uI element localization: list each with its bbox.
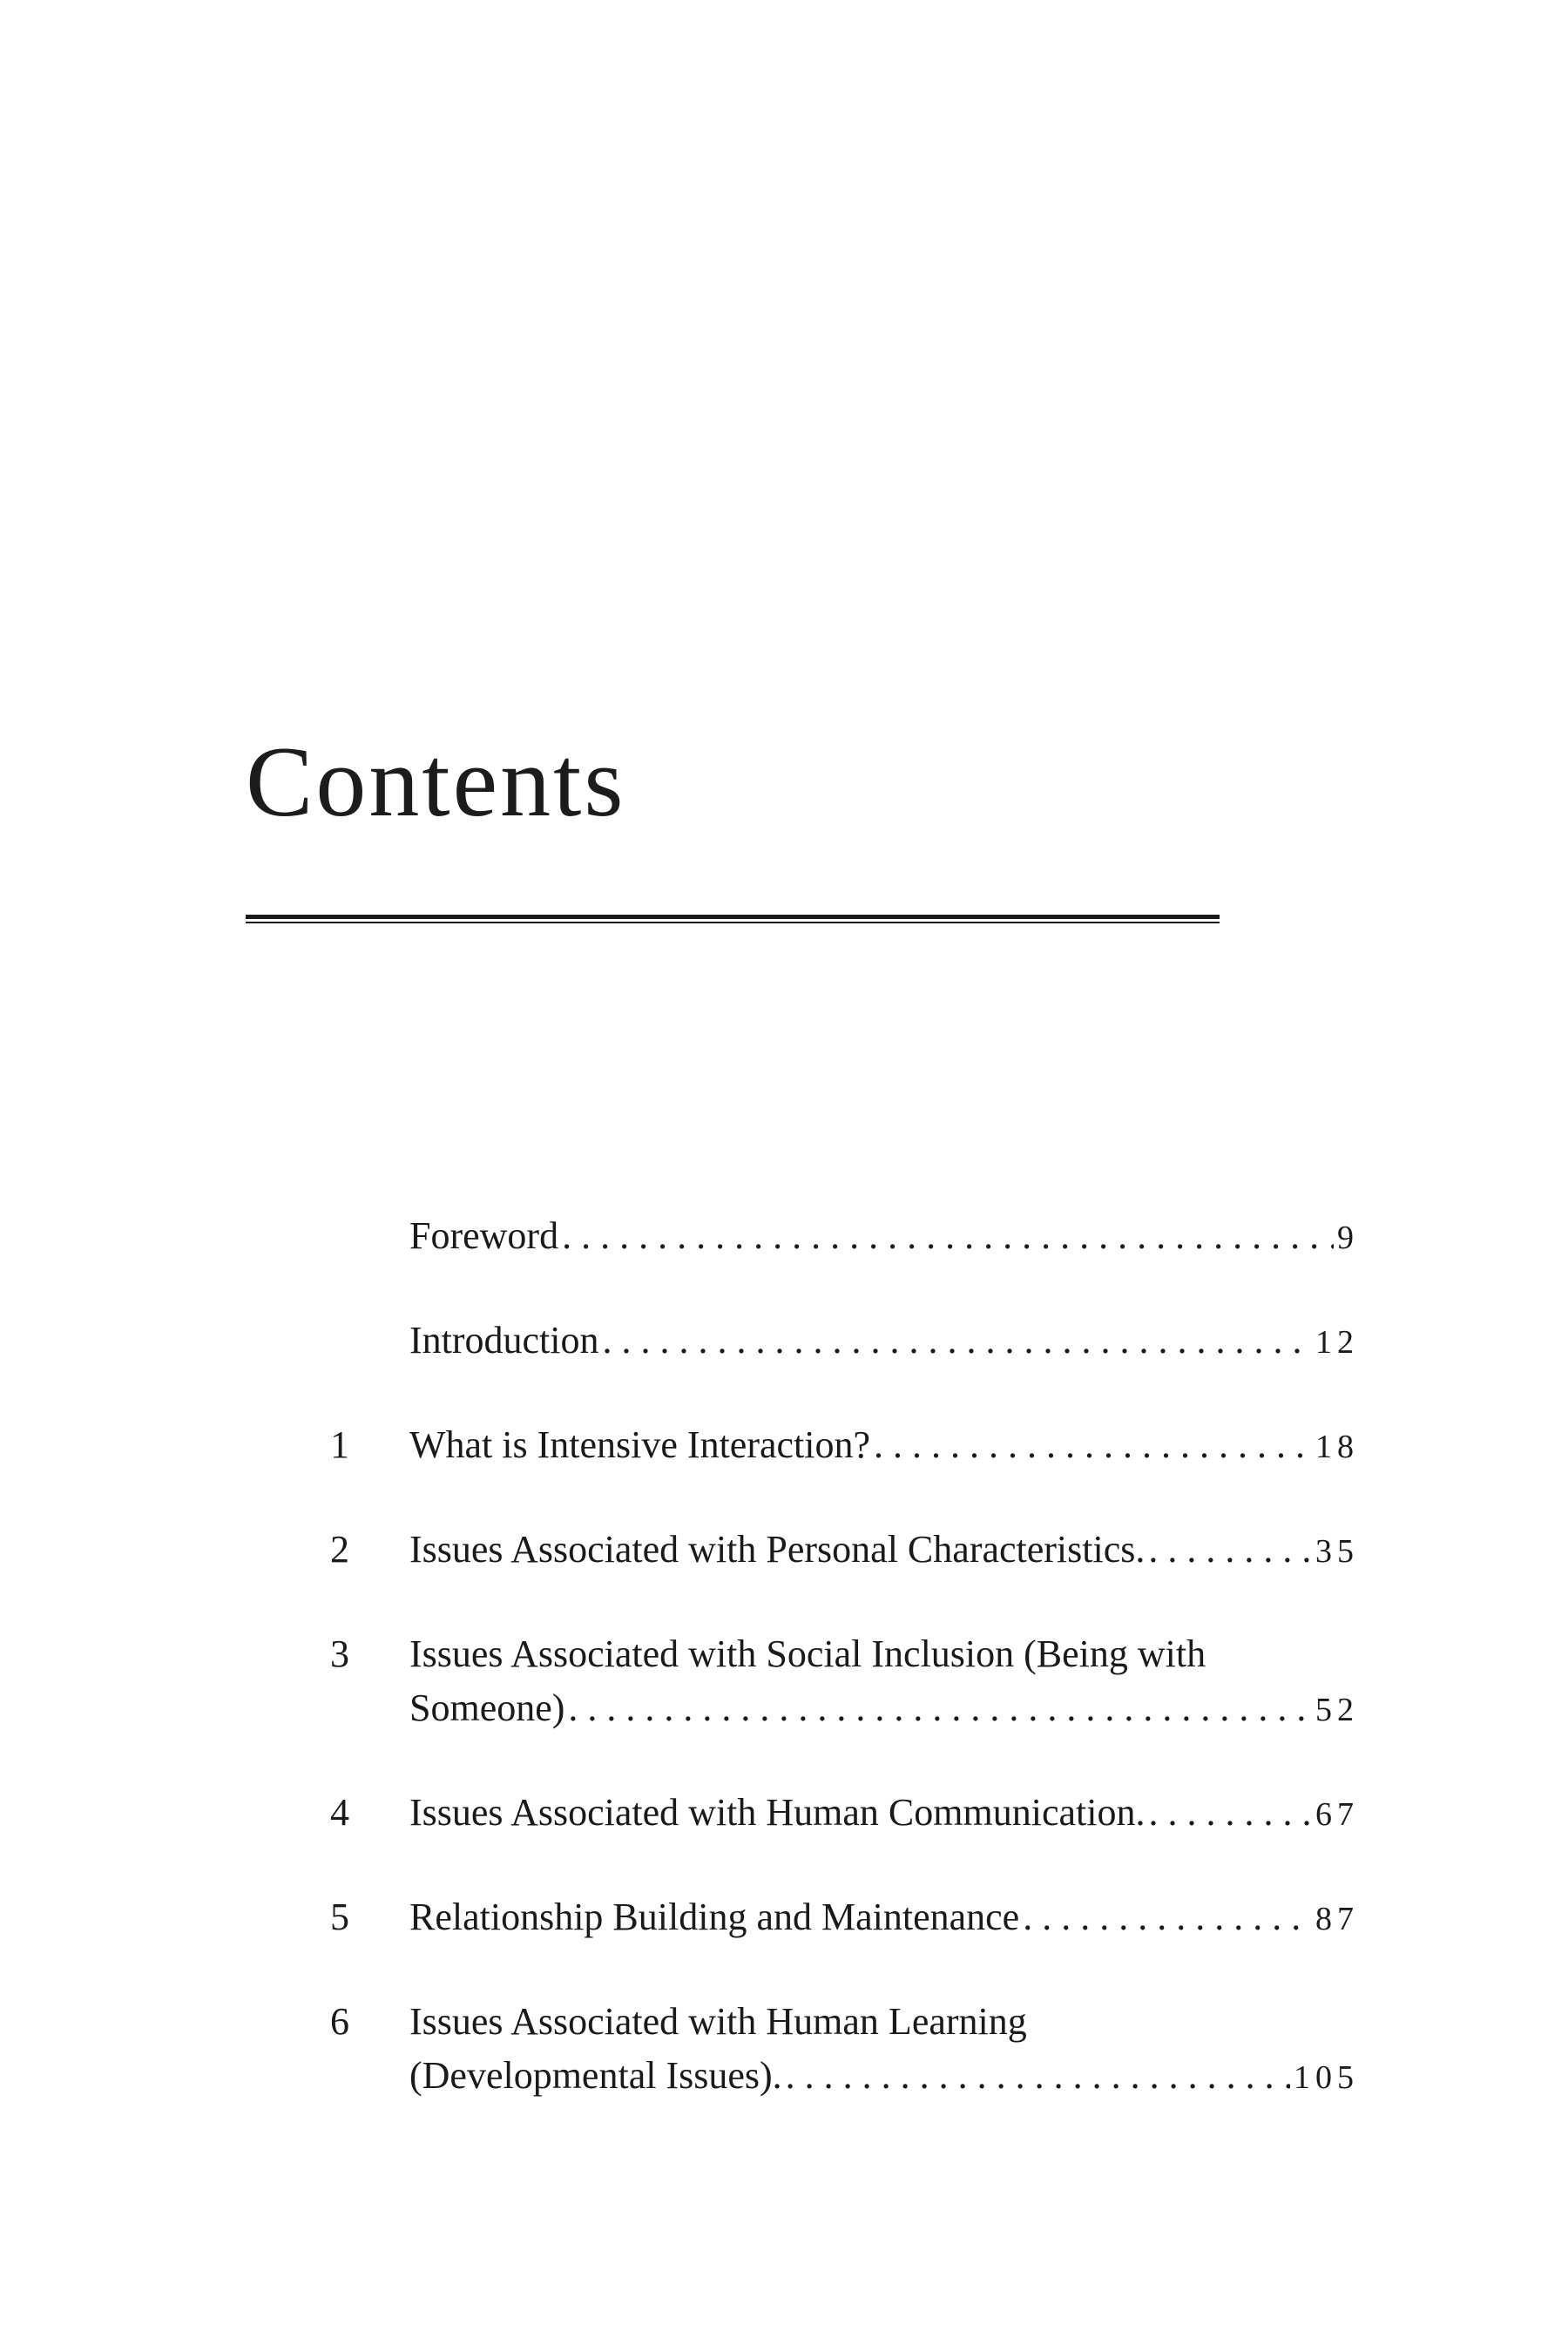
dot-leader bbox=[1023, 1890, 1312, 1944]
title-double-rule bbox=[246, 915, 1220, 927]
toc-entry-title: Issues Associated with Personal Characteristics. bbox=[409, 1528, 1146, 1571]
toc-entry-page: 52 bbox=[1315, 1692, 1359, 1728]
toc-entry-number: 6 bbox=[330, 2000, 349, 2043]
toc-entry-title-line-2: Someone) bbox=[409, 1686, 565, 1729]
dot-leader bbox=[562, 1209, 1334, 1263]
toc-entry-title-line-1: Issues Associated with Social Inclusion (Being with bbox=[409, 1632, 1206, 1675]
page-title: Contents bbox=[246, 727, 626, 838]
toc-entry-page: 18 bbox=[1315, 1429, 1359, 1465]
toc-entry-title-line-1: Issues Associated with Human Learning bbox=[409, 2000, 1027, 2043]
toc-entry-title: Relationship Building and Maintenance bbox=[409, 1896, 1020, 1938]
toc-entry-number: 4 bbox=[330, 1791, 349, 1834]
toc-entry-number: 2 bbox=[330, 1528, 349, 1571]
toc-entry-page: 105 bbox=[1294, 2059, 1359, 2096]
toc-entry-page: 67 bbox=[1315, 1796, 1359, 1833]
dot-leader bbox=[603, 1314, 1312, 1368]
toc-entry-number: 1 bbox=[330, 1423, 349, 1466]
title-rule-thin bbox=[246, 922, 1220, 923]
title-rule-thick bbox=[246, 915, 1220, 919]
toc-entry-title: Foreword bbox=[409, 1214, 559, 1257]
toc-entry-page: 35 bbox=[1315, 1533, 1359, 1570]
toc-entry-title: Issues Associated with Human Communication. bbox=[409, 1791, 1146, 1834]
toc-entry-page: 87 bbox=[1315, 1901, 1359, 1937]
toc-entry-page: 12 bbox=[1315, 1324, 1359, 1361]
dot-leader bbox=[786, 2049, 1290, 2103]
dot-leader bbox=[1148, 1523, 1312, 1577]
toc-entry-number: 3 bbox=[330, 1632, 349, 1675]
dot-leader bbox=[1148, 1786, 1312, 1840]
toc-entry-number: 5 bbox=[330, 1896, 349, 1938]
toc-entry-title: What is Intensive Interaction? bbox=[409, 1423, 871, 1466]
toc-entry-title: Introduction bbox=[409, 1319, 599, 1362]
toc-entry-page: 9 bbox=[1337, 1220, 1359, 1256]
dot-leader bbox=[568, 1681, 1312, 1735]
toc-entry-title-line-2: (Developmental Issues). bbox=[409, 2054, 782, 2097]
dot-leader bbox=[874, 1418, 1312, 1472]
